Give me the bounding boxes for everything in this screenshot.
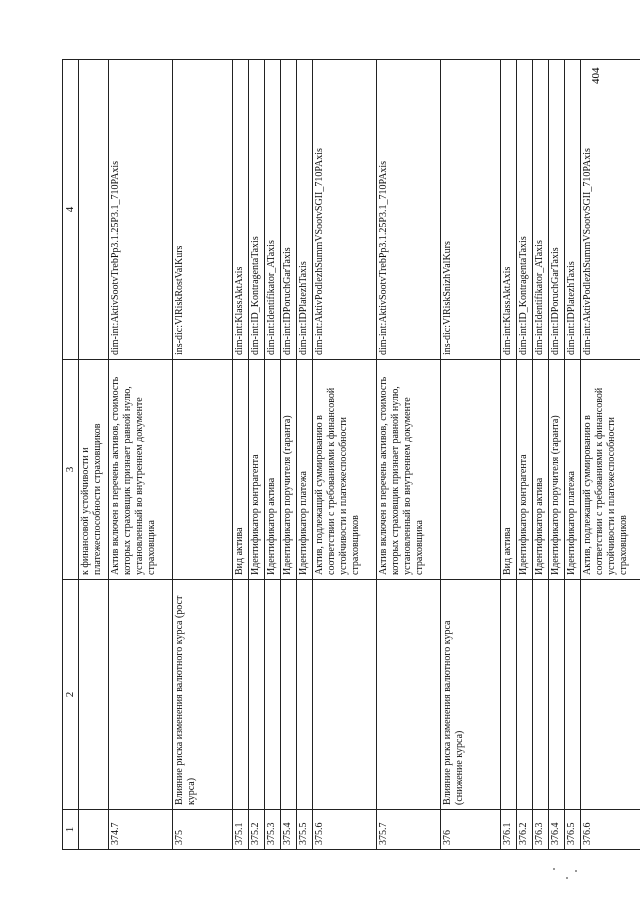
row-indicator-name: Влияние риска изменения валютного курса (снижение курса)	[441, 580, 501, 810]
row-number: 376.1	[501, 810, 517, 850]
row-number	[79, 810, 109, 850]
row-number: 375.3	[265, 810, 281, 850]
row-code: dim-int:IDPoruchGarTaxis	[281, 60, 297, 360]
row-indicator-name	[581, 580, 640, 810]
row-description: Идентификатор поручителя (гаранта)	[281, 360, 297, 580]
row-code: dim-int:AktivSootvTrebPp3.1.25P3.1_710PAxis	[109, 60, 173, 360]
row-number: 376.6	[581, 810, 640, 850]
row-code: dim-int:AktivPodlezhSummVSootvSGII_710PAxis	[581, 60, 640, 360]
row-number: 376.4	[549, 810, 565, 850]
scan-speck	[566, 877, 568, 879]
table-row	[249, 60, 265, 850]
row-indicator-name	[533, 580, 549, 810]
row-indicator-name	[249, 580, 265, 810]
row-code: dim-int:IDPlatezhTaxis	[297, 60, 313, 360]
data-table	[62, 59, 640, 850]
row-indicator-name	[517, 580, 533, 810]
row-number: 376.5	[565, 810, 581, 850]
table-row	[281, 60, 297, 850]
row-indicator-name	[281, 580, 297, 810]
row-code: dim-int:AktivSootvTrebPp3.1.25P3.1_710PAxis	[377, 60, 441, 360]
row-description	[173, 360, 233, 580]
row-description: Актив включен в перечень активов, стоимость которых страховщик признает равной нулю, установленный во внутреннем документе страховщика	[377, 360, 441, 580]
row-description: Идентификатор платежа	[297, 360, 313, 580]
row-number: 375.7	[377, 810, 441, 850]
row-number: 375	[173, 810, 233, 850]
table-row	[517, 60, 533, 850]
row-description: Актив, подлежащий суммированию в соответствии с требованиями к финансовой устойчивости и платежеспособности страховщиков	[313, 360, 377, 580]
row-number: 375.1	[233, 810, 249, 850]
table-row	[265, 60, 281, 850]
row-code: dim-int:ID_KontragentaTaxis	[249, 60, 265, 360]
row-code: dim-int:ID_KontragentaTaxis	[517, 60, 533, 360]
table-row	[549, 60, 565, 850]
row-indicator-name	[297, 580, 313, 810]
row-description: Идентификатор контрагента	[517, 360, 533, 580]
row-description: Актив включен в перечень активов, стоимость которых страховщик признает равной нулю, установленный во внутреннем документе страховщика	[109, 360, 173, 580]
row-code: dim-int:Identifikator_ATaxis	[265, 60, 281, 360]
row-code: dim-int:Identifikator_ATaxis	[533, 60, 549, 360]
row-indicator-name	[549, 580, 565, 810]
row-number: 374.7	[109, 810, 173, 850]
row-description: Вид актива	[501, 360, 517, 580]
row-description: Идентификатор контрагента	[249, 360, 265, 580]
row-code: dim-int:IDPoruchGarTaxis	[549, 60, 565, 360]
row-number: 375.2	[249, 810, 265, 850]
row-number: 375.4	[281, 810, 297, 850]
table-row	[313, 60, 377, 850]
header-col-1: 1	[63, 810, 79, 850]
row-description: Идентификатор поручителя (гаранта)	[549, 360, 565, 580]
row-indicator-name	[79, 580, 109, 810]
row-description	[441, 360, 501, 580]
table-row	[297, 60, 313, 850]
row-indicator-name	[265, 580, 281, 810]
row-indicator-name	[565, 580, 581, 810]
row-code	[79, 60, 109, 360]
row-indicator-name	[109, 580, 173, 810]
table-row	[501, 60, 517, 850]
row-description: к финансовой устойчивости и платежеспособности страховщиков	[79, 360, 109, 580]
row-description: Идентификатор актива	[265, 360, 281, 580]
row-description: Идентификатор актива	[533, 360, 549, 580]
row-indicator-name: Влияние риска изменения валютного курса (рост курса)	[173, 580, 233, 810]
table-row	[109, 60, 173, 850]
row-description: Актив, подлежащий суммированию в соответствии с требованиями к финансовой устойчивости и платежеспособности страховщиков	[581, 360, 640, 580]
row-number: 376	[441, 810, 501, 850]
row-description: Вид актива	[233, 360, 249, 580]
row-indicator-name	[313, 580, 377, 810]
header-col-3: 3	[63, 360, 79, 580]
row-indicator-name	[233, 580, 249, 810]
table-row	[79, 60, 109, 850]
row-number: 376.3	[533, 810, 549, 850]
row-description: Идентификатор платежа	[565, 360, 581, 580]
row-code: ins-dic:VlRiskSnizhValKurs	[441, 60, 501, 360]
row-code: ins-dic:VlRiskRostValKurs	[173, 60, 233, 360]
header-col-2: 2	[63, 580, 79, 810]
row-number: 375.6	[313, 810, 377, 850]
table-row	[533, 60, 549, 850]
scan-speck	[575, 870, 577, 872]
row-indicator-name	[501, 580, 517, 810]
row-code: dim-int:IDPlatezhTaxis	[565, 60, 581, 360]
table-row	[377, 60, 441, 850]
row-code: dim-int:KlassAktAxis	[233, 60, 249, 360]
table-row	[173, 60, 233, 850]
table-header-row	[63, 60, 79, 850]
row-code: dim-int:KlassAktAxis	[501, 60, 517, 360]
row-code: dim-int:AktivPodlezhSummVSootvSGII_710PAxis	[313, 60, 377, 360]
table-row	[581, 60, 640, 850]
header-col-4: 4	[63, 60, 79, 360]
table-row	[441, 60, 501, 850]
page-number: 404	[590, 67, 602, 84]
table-row	[233, 60, 249, 850]
table-row	[565, 60, 581, 850]
row-number: 376.2	[517, 810, 533, 850]
row-number: 375.5	[297, 810, 313, 850]
scan-speck	[553, 868, 555, 870]
row-indicator-name	[377, 580, 441, 810]
